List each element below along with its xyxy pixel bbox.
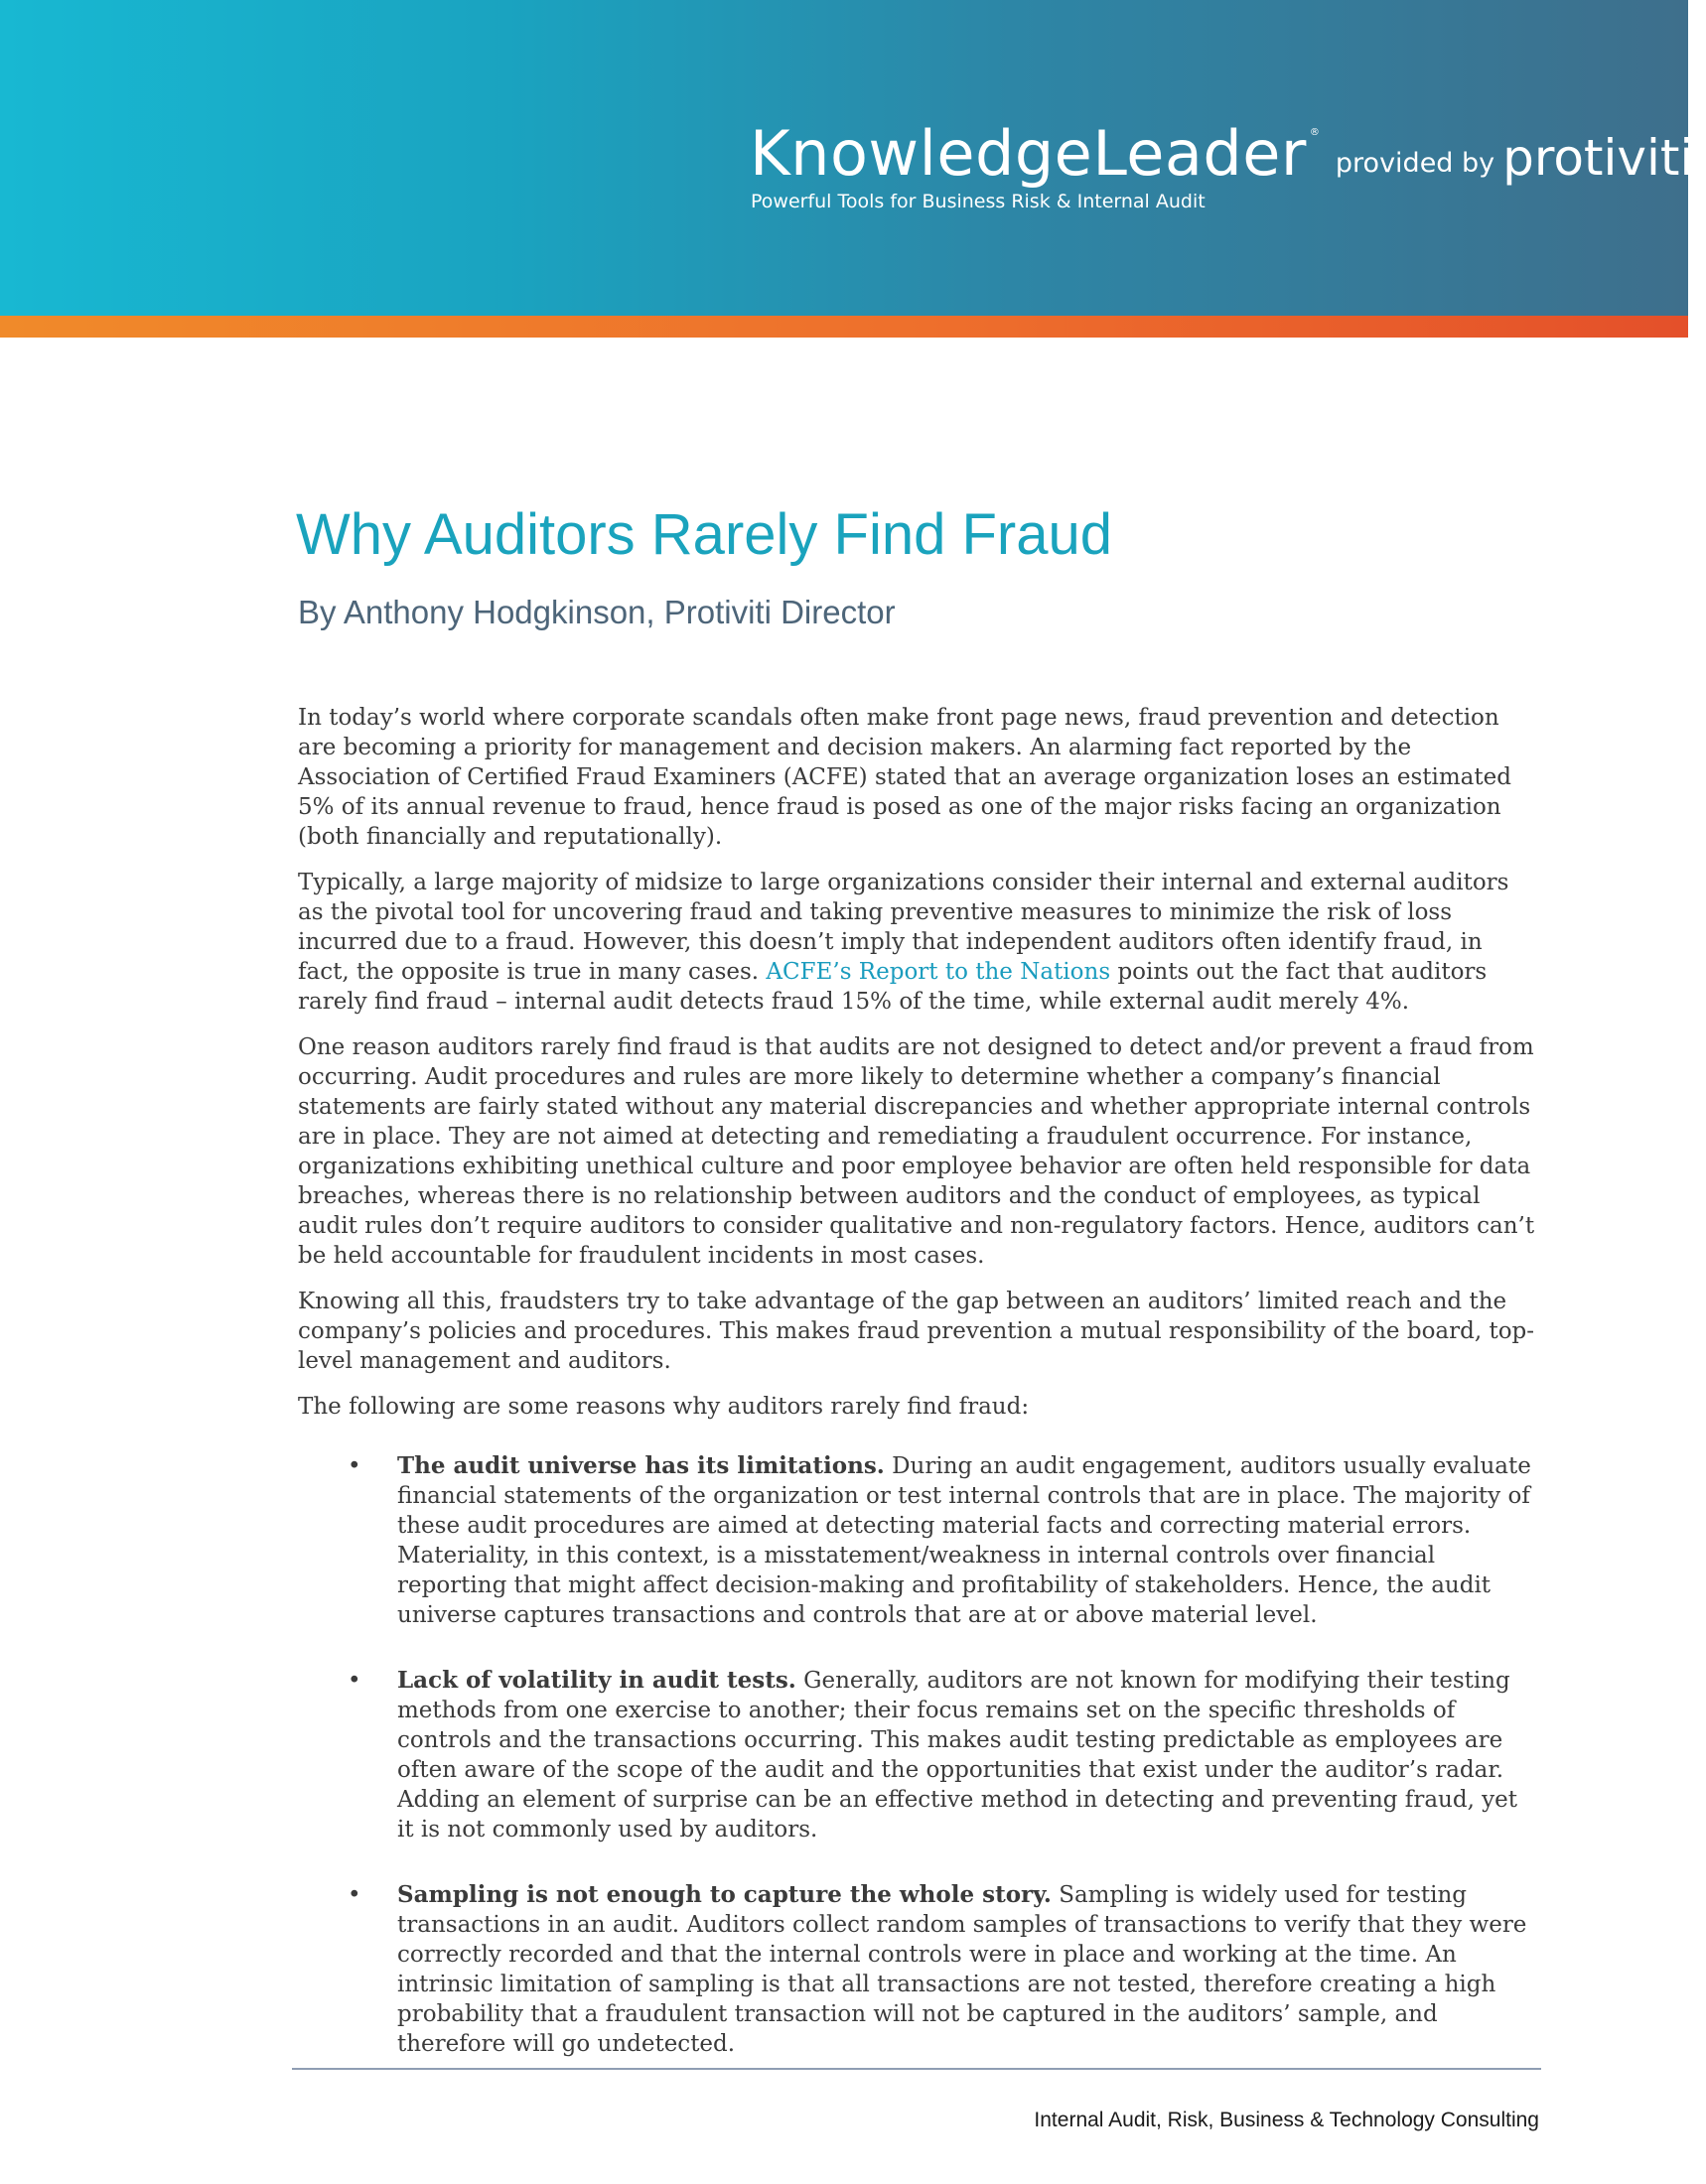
- list-item: [298, 1880, 1539, 2059]
- brand-registered-mark: ®: [1696, 127, 1706, 138]
- article-body: [298, 703, 1539, 2095]
- reasons-list: [298, 1451, 1539, 2059]
- reason-heading: Sampling is not enough to capture the whole story.: [397, 1881, 1052, 1908]
- knowledgeleader-logo[interactable]: [750, 117, 1706, 190]
- paragraph-text: Typically, a large majority of midsize to large organizations consider their internal and external auditors as the pivotal tool for uncovering fraud and taking preventive measures to minimize the risk of loss incurred due to a fraud. However, this doesn’t imply that independent auditors often identify fraud, in fact, the opposite is true in many cases.: [298, 870, 1509, 985]
- paragraph-audit-design: One reason auditors rarely find fraud is that audits are not designed to detect and/or prevent a fraud from occurring. Audit procedures and rules are more likely to determine whether a company’s financial statements are fairly stated without any material discrepancies and whether appropriate internal controls are in place. They are not aimed at detecting and remediating a fraudulent occurrence. For instance, organizations exhibiting unethical culture and poor employee behavior are often held responsible for data breaches, whereas there is no relationship between auditors and the conduct of employees, as typical audit rules don’t require auditors to consider qualitative and non-regulatory factors. Hence, auditors can’t be held accountable for fraudulent incidents in most cases.: [298, 1034, 1535, 1269]
- footer-divider: [292, 2068, 1541, 2070]
- bullet-icon: •: [348, 1453, 361, 1479]
- article-byline: By Anthony Hodgkinson, Protiviti Director: [298, 594, 896, 630]
- paragraph-reasons-intro: The following are some reasons why auditors rarely find fraud:: [298, 1394, 1030, 1420]
- header-accent-stripe: [0, 316, 1688, 338]
- list-item: [298, 1666, 1539, 1844]
- list-item: [298, 1451, 1539, 1630]
- bullet-icon: •: [348, 1882, 361, 1908]
- provided-by-label: provided by: [1335, 148, 1495, 179]
- paragraph-text: points out the fact that auditors rarely find fraud – internal audit detects fraud 15% of the time, while external audit merely 4%.: [298, 959, 1488, 1015]
- header-tagline: Powerful Tools for Business Risk & Internal Audit: [751, 191, 1206, 212]
- paragraph-intro: In today’s world where corporate scandals often make front page news, fraud prevention and detection are becoming a priority for management and decision makers. An alarming fact reported by the Association of Certified Fraud Examiners (ACFE) stated that an average organization loses an estimated 5% of its annual revenue to fraud, hence fraud is posed as one of the major risks facing an organization (both financially and reputationally).: [298, 705, 1511, 850]
- reason-heading: The audit universe has its limitations.: [397, 1452, 885, 1479]
- acfe-report-link[interactable]: ACFE’s Report to the Nations: [766, 959, 1111, 985]
- paragraph-fraudsters: Knowing all this, fraudsters try to take advantage of the gap between an auditors’ limited reach and the company’s policies and procedures. This makes fraud prevention a mutual responsibility of the board, top-level management and auditors.: [298, 1289, 1535, 1374]
- reason-text: During an audit engagement, auditors usually evaluate financial statements of the organization or test internal controls that are in place. The majority of these audit procedures are aimed at detecting material facts and correcting material errors. Materiality, in this context, is a misstatement/weakness in internal controls over financial reporting that might affect decision-making and profitability of stakeholders. Hence, the audit universe captures transactions and controls that are at or above material level.: [397, 1453, 1531, 1628]
- reason-heading: Lack of volatility in audit tests.: [397, 1667, 796, 1694]
- paragraph-auditors-role: [298, 868, 1539, 1017]
- logo-wordmark: KnowledgeLeader: [750, 117, 1307, 190]
- bullet-icon: •: [348, 1668, 361, 1694]
- logo-registered-mark: ®: [1309, 127, 1320, 138]
- footer-text: Internal Audit, Risk, Business & Technology Consulting: [1034, 2109, 1539, 2131]
- reason-text: Sampling is widely used for testing transactions in an audit. Auditors collect random samples of transactions to verify that they were correctly recorded and that the internal controls were in place and working at the time. An intrinsic limitation of sampling is that all transactions are not tested, therefore creating a high probability that a fraudulent transaction will not be captured in the auditors’ sample, and therefore will go undetected.: [397, 1882, 1527, 2057]
- reason-text: Generally, auditors are not known for modifying their testing methods from one exercise to another; their focus remains set on the specific thresholds of controls and the transactions occurring. This makes audit testing predictable as employees are often aware of the scope of the audit and the opportunities that exist under the auditor’s radar. Adding an element of surprise can be an effective method in detecting and preventing fraud, yet it is not commonly used by auditors.: [397, 1668, 1518, 1843]
- article-title: Why Auditors Rarely Find Fraud: [296, 502, 1112, 567]
- protiviti-brand: protiviti: [1502, 129, 1694, 187]
